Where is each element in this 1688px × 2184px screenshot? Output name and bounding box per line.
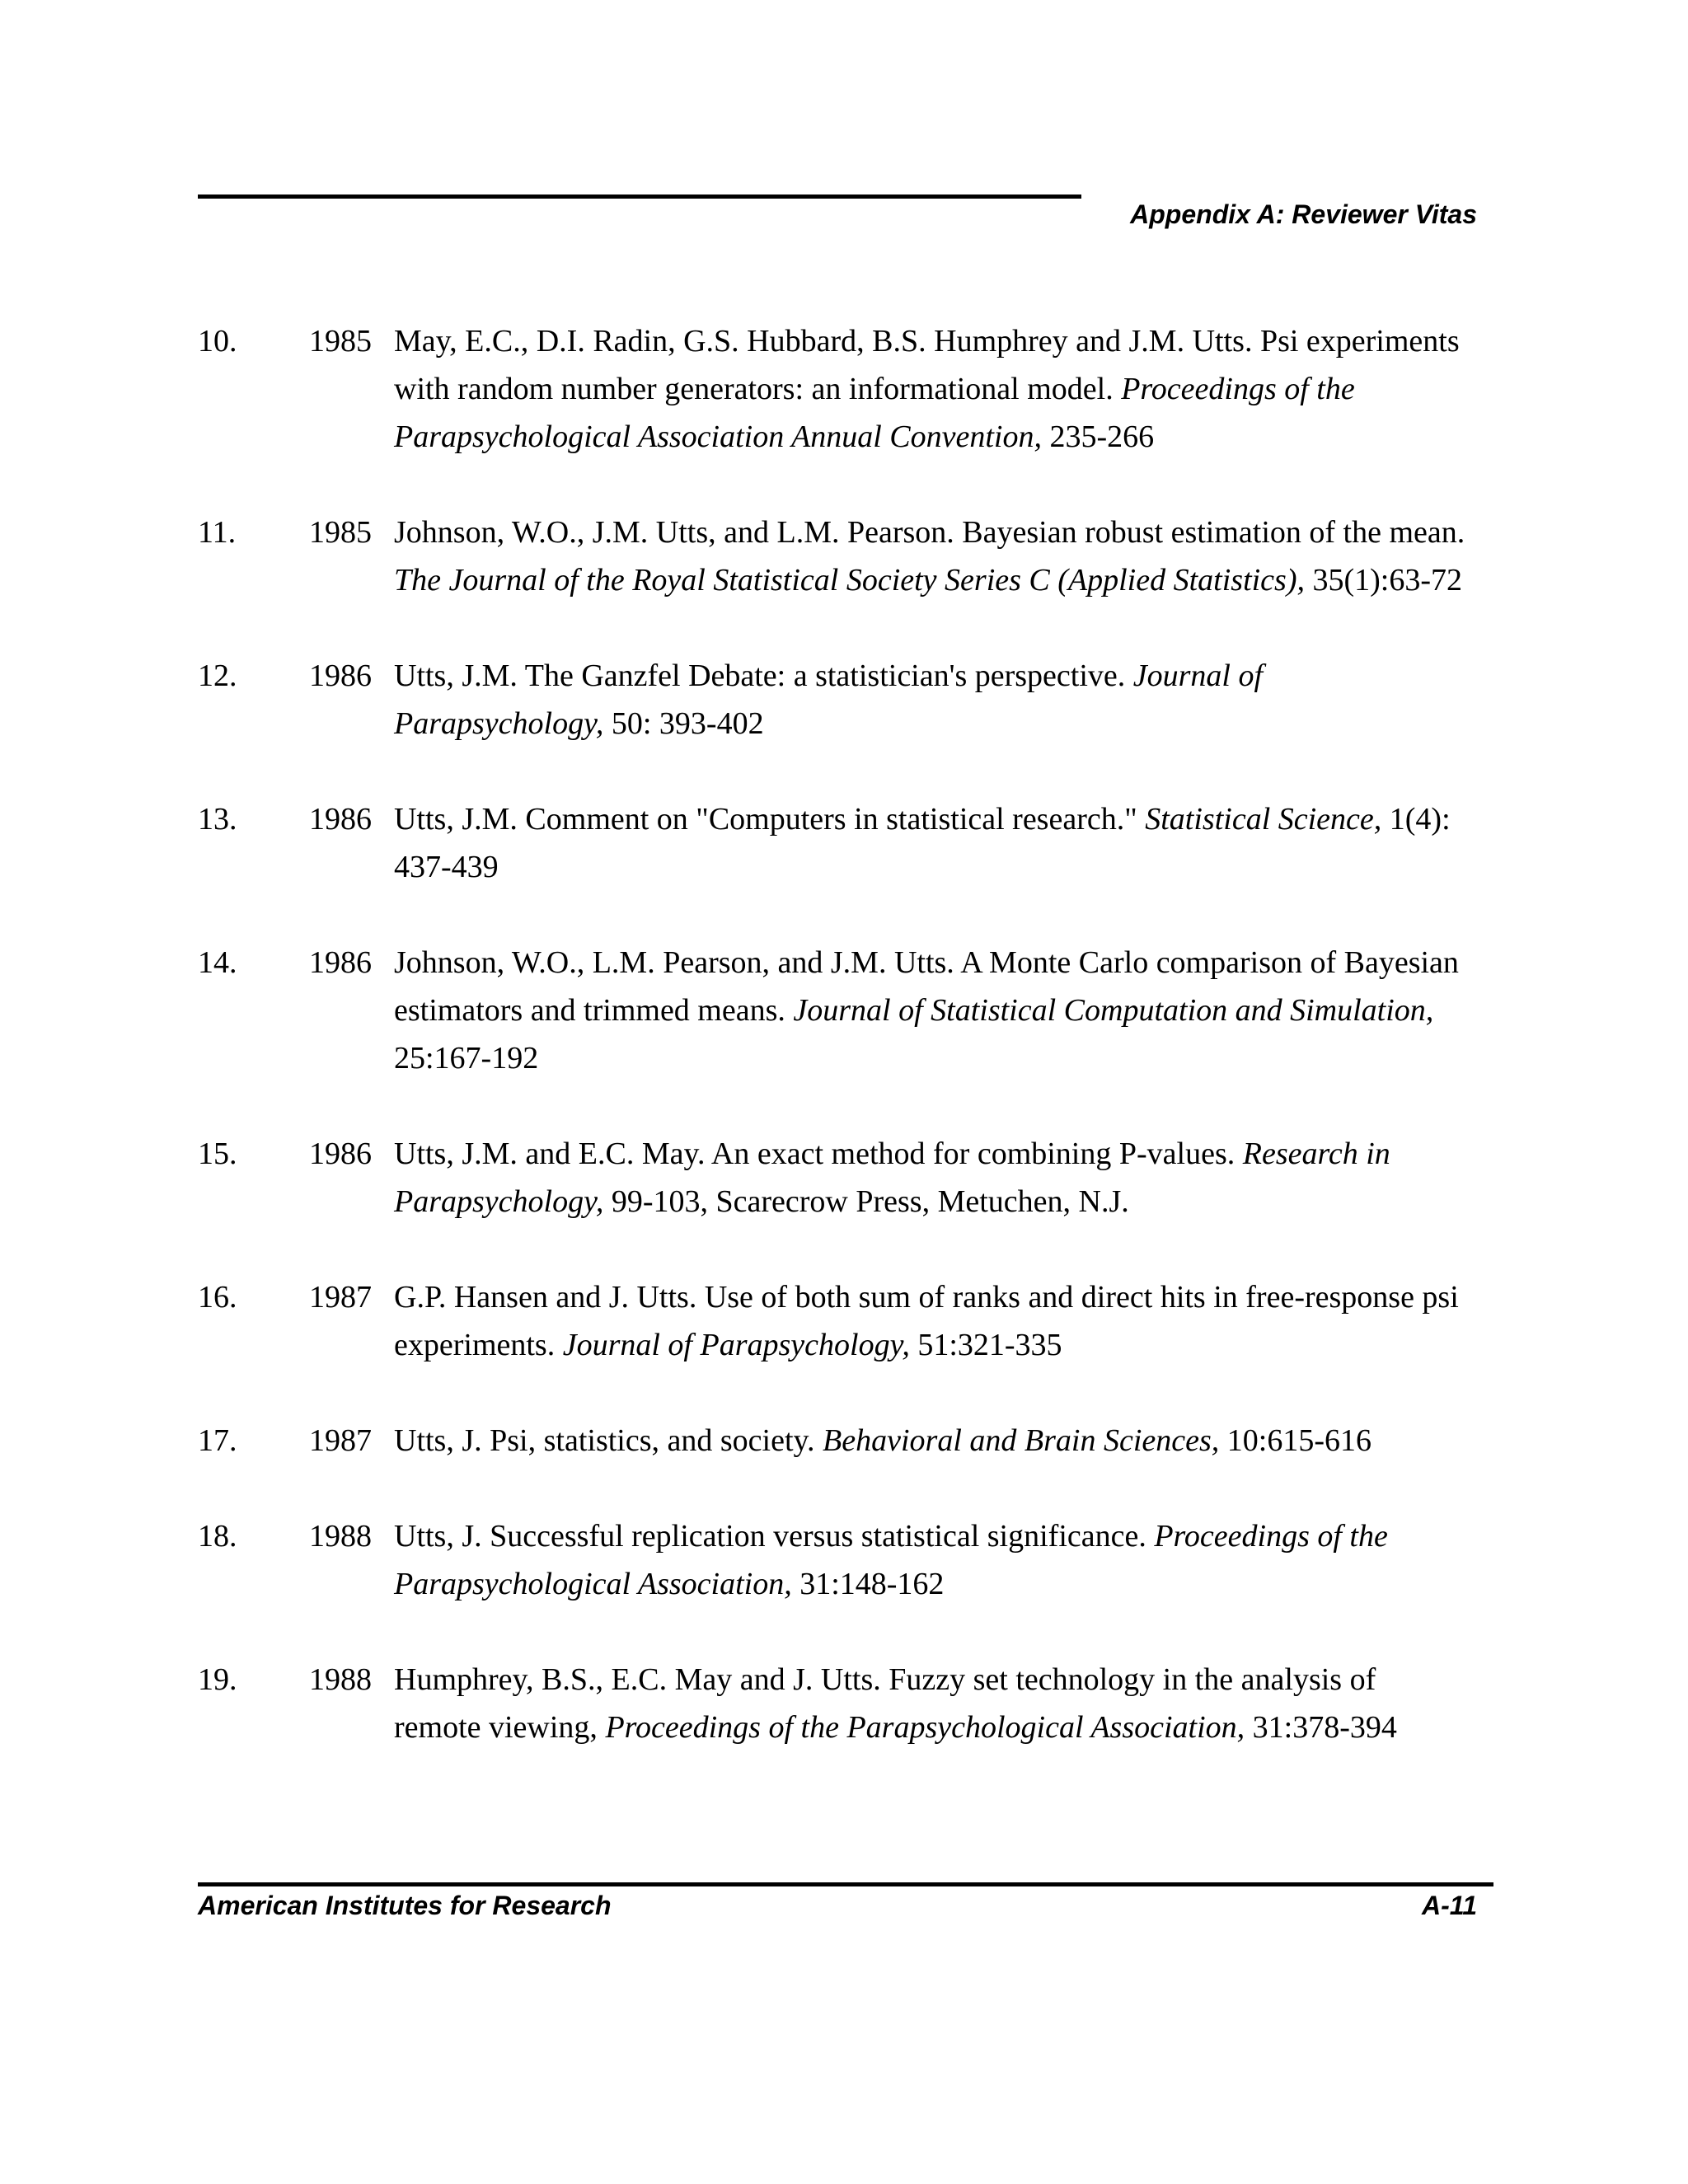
reference-citation [394,317,1465,461]
reference-journal: Statistical Science, [1145,802,1382,837]
reference-item [198,939,1484,1082]
reference-year: 1987 [309,1280,372,1315]
reference-number: 11. [198,515,237,550]
reference-year: 1988 [309,1662,372,1697]
reference-authors: Humphrey, B.S., E.C. May and J. Utts. Fuzzy set technology in the analysis of remote viewing, [394,1662,1376,1745]
reference-item [198,1273,1484,1369]
reference-citation [394,1512,1465,1608]
reference-citation [394,939,1465,1082]
reference-number: 12. [198,658,237,693]
reference-citation [394,1273,1465,1369]
reference-pages: 31:148-162 [791,1567,945,1601]
reference-number: 15. [198,1137,237,1171]
reference-journal: Journal of Statistical Computation and Simulation, [793,993,1434,1028]
reference-year: 1986 [309,802,372,837]
reference-item [198,1417,1484,1465]
reference-number: 13. [198,802,237,837]
reference-journal: Behavioral and Brain Sciences, [823,1423,1220,1458]
reference-citation [394,1656,1465,1751]
reference-citation [394,509,1465,604]
reference-authors: Utts, J.M. Comment on "Computers in statistical research." [394,802,1146,837]
reference-journal: Proceedings of the Parapsychological Association Annual Convention, [394,372,1355,454]
reference-year: 1985 [309,515,372,550]
page-number: A-11 [1422,1891,1477,1920]
reference-journal: Proceedings of the Parapsychological Association, [605,1710,1245,1745]
reference-authors: Utts, J. Psi, statistics, and society. [394,1423,823,1458]
reference-pages: 35(1):63-72 [1305,563,1463,598]
reference-journal: Research in Parapsychology, [394,1137,1390,1219]
reference-authors: Johnson, W.O., J.M. Utts, and L.M. Pearson. Bayesian robust estimation of the mean. [394,515,1465,550]
reference-authors: Utts, J.M. and E.C. May. An exact method for combining P-values. [394,1137,1243,1171]
reference-item [198,509,1484,604]
reference-number: 19. [198,1662,237,1697]
footer-organization: American Institutes for Research [198,1891,612,1920]
reference-item [198,1130,1484,1226]
reference-item [198,795,1484,891]
reference-authors: Johnson, W.O., L.M. Pearson, and J.M. Utts. A Monte Carlo comparison of Bayesian estimators and trimmed means. [394,945,1459,1028]
reference-pages: 51:321-335 [909,1328,1062,1362]
header-rule [198,194,1081,199]
reference-year: 1987 [309,1423,372,1458]
reference-number: 17. [198,1423,237,1458]
reference-journal: Proceedings of the Parapsychological Association, [394,1519,1388,1601]
reference-authors: May, E.C., D.I. Radin, G.S. Hubbard, B.S. Humphrey and J.M. Utts. Psi experiments with random number generators: an informational model. [394,324,1460,406]
reference-year: 1986 [309,1137,372,1171]
reference-authors: G.P. Hansen and J. Utts. Use of both sum of ranks and direct hits in free-response psi experiments. [394,1280,1459,1362]
reference-item [198,1512,1484,1608]
reference-year: 1985 [309,324,372,359]
reference-item [198,1656,1484,1751]
reference-list [198,317,1484,1751]
reference-pages: 10:615-616 [1219,1423,1372,1458]
reference-pages: 50: 393-402 [603,706,764,741]
reference-year: 1986 [309,658,372,693]
reference-number: 16. [198,1280,237,1315]
reference-item [198,317,1484,461]
reference-year: 1988 [309,1519,372,1554]
reference-pages: 25:167-192 [394,1041,539,1076]
reference-authors: Utts, J.M. The Ganzfel Debate: a statistician's perspective. [394,658,1133,693]
reference-authors: Utts, J. Successful replication versus statistical significance. [394,1519,1155,1554]
reference-citation [394,795,1465,891]
reference-item [198,652,1484,748]
reference-pages: 235-266 [1041,419,1155,454]
running-header: Appendix A: Reviewer Vitas [1130,199,1477,229]
reference-pages: 99-103, Scarecrow Press, Metuchen, N.J. [603,1184,1129,1219]
reference-citation [394,652,1465,748]
footer-rule [198,1882,1493,1886]
reference-journal: The Journal of the Royal Statistical Society Series C (Applied Statistics), [394,563,1305,598]
reference-journal: Journal of Parapsychology, [394,658,1264,741]
reference-number: 10. [198,324,237,359]
reference-number: 18. [198,1519,237,1554]
reference-pages: 31:378-394 [1245,1710,1397,1745]
reference-number: 14. [198,945,237,980]
reference-citation [394,1417,1465,1465]
reference-year: 1986 [309,945,372,980]
reference-citation [394,1130,1465,1226]
reference-journal: Journal of Parapsychology, [562,1328,910,1362]
reference-pages: 1(4): 437-439 [394,802,1451,884]
